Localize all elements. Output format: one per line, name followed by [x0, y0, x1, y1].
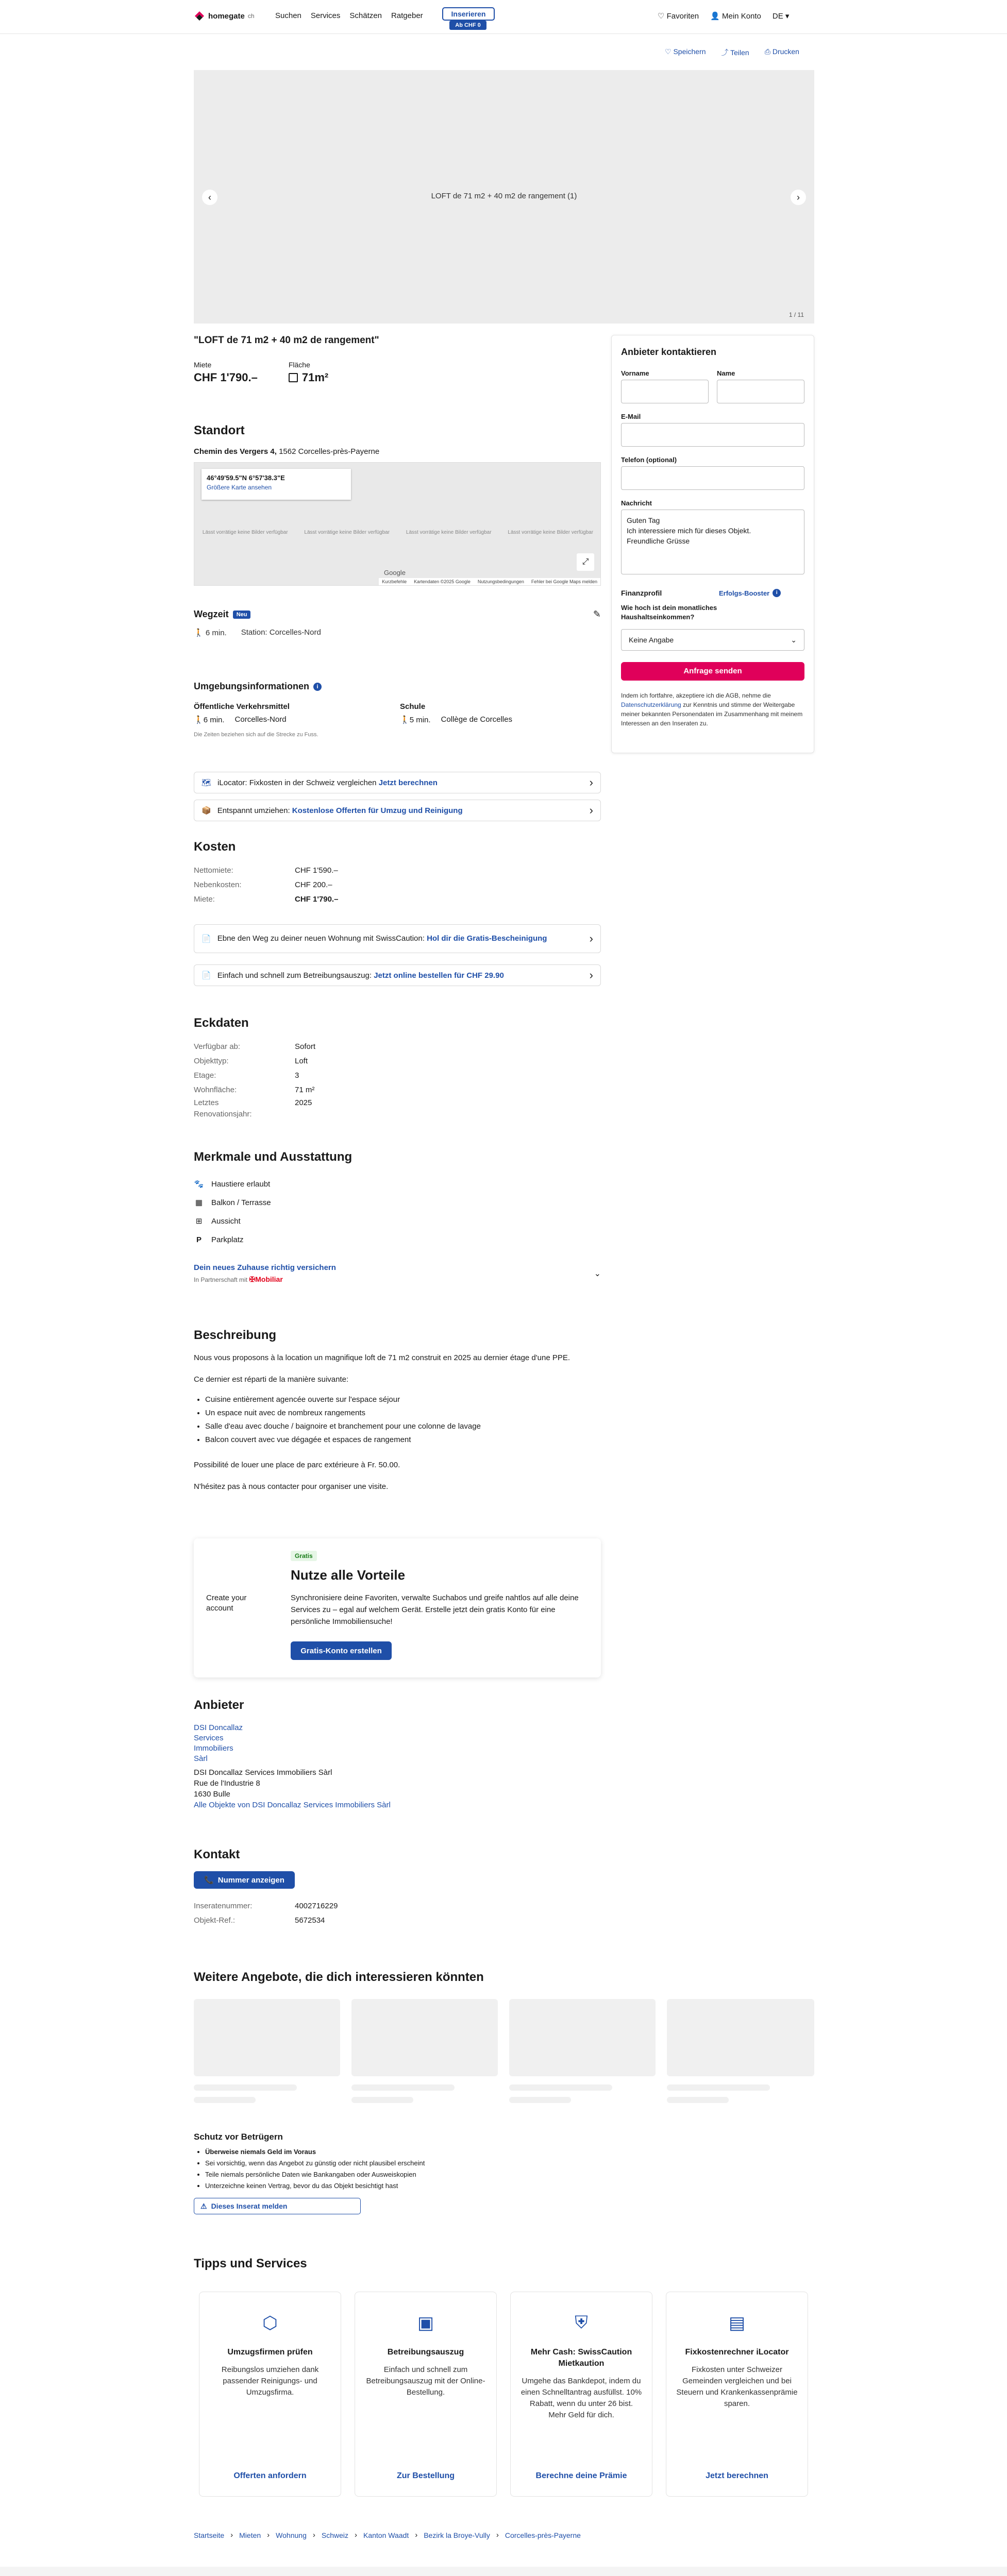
- offer-placeholder-line: [667, 2084, 770, 2091]
- tip-title: Fixkostenrechner iLocator: [685, 2348, 789, 2357]
- walking-icon: 🚶: [194, 716, 204, 724]
- fraud-list: [194, 2146, 601, 2192]
- tip-action[interactable]: Berechne deine Prämie: [535, 2471, 627, 2480]
- save-button[interactable]: [665, 47, 706, 58]
- breadcrumb-item[interactable]: Startseite: [194, 2531, 225, 2539]
- offer-placeholder-line: [509, 2084, 612, 2091]
- shield-icon: ⛨: [575, 2313, 588, 2332]
- costs-heading: Kosten: [194, 840, 236, 854]
- submit-inquiry-button[interactable]: Anfrage senden: [621, 662, 804, 681]
- fact-value: 2025: [295, 1098, 312, 1107]
- map-footer: [379, 578, 600, 585]
- chevron-right-icon: ›: [589, 776, 593, 789]
- ilocator-link[interactable]: Jetzt berechnen: [378, 778, 438, 787]
- chevron-down-icon: ⌄: [791, 635, 797, 644]
- contact-value: 5672534: [295, 1916, 325, 1925]
- school-place: Collège de Corcelles: [441, 715, 512, 724]
- description-bullet: • Cuisine entièrement agencée ouverte sur l'espace séjour: [205, 1393, 601, 1406]
- description-bullet: • Salle d'eau avec douche / baignoire et branchement pour une colonne de lavage: [205, 1420, 601, 1433]
- debt-extract-link[interactable]: Jetzt online bestellen für CHF 29.90: [374, 971, 504, 980]
- gallery-caption: LOFT de 71 m2 + 40 m2 de rangement (1): [431, 192, 577, 200]
- tip-action[interactable]: Jetzt berechnen: [706, 2471, 768, 2480]
- area-label: Fläche: [288, 361, 310, 369]
- cost-key: Nettomiete:: [194, 866, 233, 875]
- tip-text: Einfach und schnell zum Betreibungsauszug mit der Online-Bestellung.: [366, 2365, 485, 2397]
- description-heading: Beschreibung: [194, 1328, 277, 1342]
- printer-icon: ⎙: [764, 47, 773, 56]
- facts-heading: Eckdaten: [194, 1016, 249, 1030]
- contact-row: [194, 1913, 601, 1928]
- map-fullscreen-button[interactable]: ⤢: [577, 553, 594, 571]
- tip-text: Reibungslos umziehen dank passender Reinigungs- und Umzugsfirma.: [221, 2365, 319, 2397]
- mobiliar-name: Mobiliar: [255, 1275, 283, 1283]
- features-heading: Merkmale und Ausstattung: [194, 1150, 353, 1164]
- tip-title: Betreibungsauszug: [387, 2348, 464, 2357]
- favorites-link[interactable]: [658, 11, 699, 21]
- breadcrumb-item[interactable]: Corcelles-près-Payerne: [505, 2531, 581, 2539]
- swisscaution-promo[interactable]: [194, 924, 601, 953]
- inserieren-badge: Ab CHF 0: [449, 21, 486, 30]
- nav-services[interactable]: Services: [310, 11, 341, 20]
- insurance-title: Dein neues Zuhause richtig versichern: [194, 1263, 336, 1272]
- transport-title: Öffentliche Verkehrsmittel: [194, 702, 290, 711]
- description-bullet: • Un espace nuit avec de nombreux rangements: [205, 1406, 601, 1420]
- transport-time-value: 6 min.: [203, 716, 225, 724]
- cost-row-total: [194, 892, 601, 907]
- fact-key: Wohnfläche:: [194, 1086, 237, 1094]
- chevron-right-icon: ›: [589, 804, 593, 817]
- warning-icon: ⚠: [200, 2201, 207, 2210]
- first-name-field[interactable]: [621, 380, 709, 403]
- map-icon: 🗺: [202, 778, 212, 787]
- tip-action[interactable]: Zur Bestellung: [396, 2471, 455, 2480]
- logo-suffix: ch: [247, 12, 255, 20]
- tips-heading: Tipps und Services: [194, 2257, 307, 2270]
- listing-title: "LOFT de 71 m2 + 40 m2 de rangement": [194, 335, 379, 346]
- surroundings-note: Die Zeiten beziehen sich auf die Strecke zu Fuss.: [194, 732, 318, 738]
- breadcrumb-item[interactable]: Kanton Waadt: [363, 2531, 409, 2539]
- provider-all-listings-link[interactable]: Alle Objekte von DSI Doncallaz Services Immobiliers Sàrl: [194, 1801, 391, 1809]
- contact-heading: Kontakt: [194, 1848, 240, 1861]
- share-button[interactable]: [721, 47, 749, 58]
- inserieren-button[interactable]: Inserieren: [442, 7, 495, 21]
- cost-key: Miete:: [194, 895, 215, 904]
- contact-form: [611, 335, 814, 753]
- address-street: Chemin des Vergers 4,: [194, 447, 277, 456]
- fact-row: [194, 1083, 601, 1097]
- chevron-right-icon: ›: [267, 2531, 270, 2539]
- map-larger-link[interactable]: Größere Karte ansehen: [207, 484, 272, 491]
- tip-text: Umgehe das Bankdepot, indem du einen Schnelltantrag ausfüllst. 10% Rabatt, wenn du unter 26 bist. Mehr Geld für dich.: [521, 2377, 642, 2419]
- mobiliar-symbol-icon: ✠: [249, 1275, 256, 1283]
- insurance-accordion[interactable]: [194, 1263, 601, 1284]
- provider-city: 1630 Bulle: [194, 1790, 230, 1799]
- cost-key: Nebenkosten:: [194, 880, 242, 889]
- logo[interactable]: [194, 10, 255, 22]
- gallery-prev-button[interactable]: ‹: [202, 190, 217, 205]
- fraud-bullet: • Sei vorsichtig, wenn das Angebot zu günstig oder nicht plausibel erscheint: [205, 2158, 601, 2169]
- tip-card-ilocator[interactable]: [666, 2292, 808, 2497]
- legal-notice: [621, 691, 804, 728]
- last-name-label: Name: [717, 369, 735, 377]
- provider-heading: Anbieter: [194, 1698, 244, 1712]
- description-paragraph: Nous vous proposons à la location un magnifique loft de 71 m2 construit en 2025 au dernier étage d'une PPE.: [194, 1353, 570, 1362]
- favorites-label: Favoriten: [666, 12, 699, 21]
- report-listing-label: Dieses Inserat melden: [211, 2202, 288, 2210]
- map-report[interactable]: Fehler bei Google Maps melden: [531, 579, 597, 584]
- fact-key: Objekttyp:: [194, 1057, 229, 1065]
- cost-value: CHF 200.–: [295, 880, 332, 889]
- ilocator-text: iLocator: Fixkosten in der Schweiz vergleichen: [217, 778, 377, 787]
- window-icon: ⊞: [195, 1217, 203, 1226]
- contact-form-heading: Anbieter kontaktieren: [621, 347, 717, 357]
- provider-logo-line: Immobiliers: [194, 1744, 233, 1753]
- route-station: Station: Corcelles-Nord: [241, 628, 321, 637]
- map-shortcuts[interactable]: Kurzbefehle: [382, 579, 407, 584]
- logo-text: homegate: [208, 11, 245, 21]
- offer-placeholder: [351, 1999, 498, 2076]
- more-offers-heading: Weitere Angebote, die dich interessieren könnten: [194, 1970, 484, 1984]
- chevron-right-icon: ›: [496, 2531, 499, 2539]
- chevron-right-icon: ›: [230, 2531, 233, 2539]
- provider-street: Rue de l'Industrie 8: [194, 1779, 260, 1788]
- chevron-right-icon: ›: [355, 2531, 357, 2539]
- debt-extract-text: Einfach und schnell zum Betreibungsauszug:: [217, 971, 372, 980]
- nav-suchen[interactable]: Suchen: [275, 11, 301, 20]
- legal-text: zur Kenntnis und stimme der Weitergabe meiner bekannten Personendaten im Zusammenhang mit meinem Interessen an den Inseraten zu.: [621, 701, 803, 727]
- map-data: Kartendaten ©2025 Google: [414, 579, 471, 584]
- tip-action[interactable]: Offerten anfordern: [233, 2471, 307, 2480]
- provider-name: DSI Doncallaz Services Immobiliers Sàrl: [194, 1768, 332, 1777]
- fact-value: 3: [295, 1071, 299, 1080]
- parking-icon: P: [196, 1235, 202, 1244]
- message-label: Nachricht: [621, 499, 652, 507]
- description-paragraph: N'hésitez pas à nous contacter pour organiser une visite.: [194, 1482, 389, 1491]
- homegate-logo-icon: [194, 10, 205, 22]
- chevron-right-icon: ›: [589, 969, 593, 981]
- mobiliar-logo: [249, 1275, 282, 1283]
- breadcrumb-item[interactable]: Wohnung: [276, 2531, 307, 2539]
- map-info-box: [202, 469, 351, 500]
- description-paragraph: Ce dernier est réparti de la manière suivante:: [194, 1375, 349, 1384]
- offer-placeholder-line: [194, 2084, 297, 2091]
- first-name-label: Vorname: [621, 369, 649, 377]
- site-footer: [0, 2567, 1007, 2576]
- share-icon: ⤴: [721, 48, 731, 57]
- account-link[interactable]: [710, 11, 761, 21]
- gallery-counter: 1 / 11: [788, 311, 804, 318]
- feature-label: Aussicht: [211, 1216, 241, 1226]
- fraud-bullet: • Unterzeichne keinen Vertrag, bevor du das Objekt besichtigt hast: [205, 2180, 601, 2192]
- route-heading: Wegzeit: [194, 609, 229, 619]
- description-paragraph: Possibilité de louer une place de parc extérieure à Fr. 50.00.: [194, 1461, 400, 1469]
- income-question: Wie hoch ist dein monatliches Haushaltseinkommen?: [621, 604, 717, 621]
- cost-row: [194, 863, 601, 878]
- fact-row: [194, 1097, 601, 1120]
- location-map[interactable]: [194, 462, 601, 586]
- feature-item: [194, 1212, 601, 1230]
- swisscaution-text: Ebne den Weg zu deiner neuen Wohnung mit SwissCaution:: [217, 934, 427, 943]
- map-tile-text: Lässt vorrätige keine Bilder verfügbar: [202, 530, 288, 535]
- walking-time: [194, 628, 227, 637]
- tip-card-extract[interactable]: [355, 2292, 497, 2497]
- school-title: Schule: [400, 702, 426, 711]
- area-icon: [289, 373, 298, 382]
- feature-item: [194, 1193, 601, 1212]
- fraud-heading: Schutz vor Betrügern: [194, 2132, 283, 2142]
- tip-title: Umzugsfirmen prüfen: [227, 2348, 313, 2357]
- swisscaution-link[interactable]: Hol dir die Gratis-Bescheinigung: [427, 934, 547, 943]
- account-card-title: Nutze alle Vorteile: [291, 1567, 406, 1583]
- feature-label: Parkplatz: [211, 1235, 244, 1244]
- description-bullet: • Balcon couvert avec vue dégagée et espaces de rangement: [205, 1433, 601, 1447]
- booster-label: Erfolgs-Booster: [719, 589, 770, 597]
- edit-icon[interactable]: ✎: [593, 609, 601, 619]
- free-badge: Gratis: [291, 1551, 317, 1561]
- address: [194, 447, 601, 456]
- privacy-link[interactable]: Datenschutzerklärung: [621, 701, 681, 708]
- walking-icon: 🚶: [400, 716, 410, 724]
- fact-row: [194, 1040, 601, 1054]
- feature-label: Balkon / Terrasse: [211, 1198, 271, 1207]
- breadcrumb-item[interactable]: Schweiz: [321, 2531, 348, 2539]
- info-icon[interactable]: i: [313, 683, 322, 691]
- last-name-field[interactable]: [717, 380, 804, 403]
- fact-key: Verfügbar ab:: [194, 1042, 241, 1051]
- breadcrumb-item[interactable]: Bezirk la Broye-Vully: [424, 2531, 490, 2539]
- walking-time-value: 6 min.: [205, 629, 227, 637]
- tip-card-moving[interactable]: [199, 2292, 341, 2497]
- school-time-value: 5 min.: [409, 716, 431, 724]
- document-icon: 📄: [202, 971, 211, 980]
- offer-placeholder-line: [509, 2097, 571, 2103]
- rent-label: Miete: [194, 361, 212, 369]
- print-label: Drucken: [772, 47, 799, 56]
- language-label: DE: [772, 12, 783, 21]
- google-logo: Google: [384, 569, 406, 577]
- balcony-icon: ▦: [195, 1198, 203, 1207]
- heart-icon: ♡: [665, 47, 674, 56]
- account-label: Mein Konto: [722, 12, 761, 21]
- cost-value: CHF 1'590.–: [295, 866, 338, 875]
- legal-text: Indem ich fortfahre, akzeptiere ich die AGB, nehme die: [621, 692, 771, 699]
- email-field[interactable]: [621, 423, 804, 447]
- box-icon: ⬡: [262, 2313, 278, 2333]
- create-account-button[interactable]: Gratis-Konto erstellen: [291, 1641, 392, 1660]
- offer-placeholder: [194, 1999, 340, 2076]
- location-heading: Standort: [194, 423, 245, 437]
- debt-extract-promo[interactable]: [194, 964, 601, 986]
- map-tile-text: Lässt vorrätige keine Bilder verfügbar: [406, 530, 492, 535]
- provider-logo-line: DSI Doncallaz: [194, 1723, 243, 1732]
- ilocator-promo[interactable]: [194, 772, 601, 793]
- address-city: 1562 Corcelles-près-Payerne: [279, 447, 380, 456]
- fact-key: Etage:: [194, 1071, 216, 1080]
- walking-icon: 🚶: [194, 629, 206, 637]
- tip-text: Fixkosten unter Schweizer Gemeinden vergleichen und bei Steuern und Krankenkassenprämie sparen.: [676, 2365, 798, 2408]
- phone-icon: 📞: [204, 1876, 214, 1885]
- nav-schaetzen[interactable]: Schätzen: [349, 11, 382, 20]
- chevron-right-icon: ›: [312, 2531, 315, 2539]
- more-offers-carousel: [194, 1999, 814, 2112]
- show-number-label: Nummer anzeigen: [217, 1875, 284, 1885]
- school-time: [400, 715, 431, 724]
- offer-placeholder: [667, 1999, 814, 2076]
- map-icon: ▤: [728, 2313, 746, 2333]
- share-label: Teilen: [730, 48, 749, 57]
- heart-icon: ♡: [658, 12, 667, 21]
- contact-value: 4002716229: [295, 1902, 338, 1910]
- fact-value: Loft: [295, 1057, 308, 1065]
- breadcrumb: [194, 2531, 581, 2539]
- moving-link[interactable]: Kostenlose Offerten für Umzug und Reinigung: [292, 806, 463, 815]
- surroundings-heading: Umgebungsinformationen: [194, 681, 309, 691]
- finance-profile-label: Finanzprofil: [621, 589, 662, 597]
- map-terms[interactable]: Nutzungsbedingungen: [477, 579, 524, 584]
- transport-time: [194, 715, 225, 724]
- nav-ratgeber[interactable]: Ratgeber: [391, 11, 423, 20]
- provider-logo-line: Services: [194, 1734, 224, 1742]
- fact-row: [194, 1054, 601, 1069]
- fact-value: Sofort: [295, 1042, 316, 1051]
- offer-placeholder-line: [194, 2097, 256, 2103]
- chevron-down-icon: ⌄: [594, 1269, 601, 1278]
- account-card: [194, 1538, 601, 1677]
- map-tiles-notice: [194, 530, 601, 535]
- area-value: 71m²: [301, 371, 329, 384]
- breadcrumb-item[interactable]: Mieten: [239, 2531, 261, 2539]
- feature-item: [194, 1175, 601, 1193]
- feature-label: Haustiere erlaubt: [211, 1179, 271, 1189]
- offer-placeholder: [509, 1999, 656, 2076]
- fraud-bullet: • Überweise niemals Geld im Voraus: [205, 2146, 601, 2158]
- gallery-next-button[interactable]: ›: [791, 190, 806, 205]
- description-list: [194, 1393, 601, 1447]
- fact-key: Letztes Renovationsjahr:: [194, 1098, 252, 1118]
- map-coordinates: 46°49'59.5"N 6°57'38.3"E: [207, 474, 285, 482]
- print-button[interactable]: [765, 47, 799, 58]
- main-nav: [275, 11, 423, 20]
- rent-value: CHF 1'790.–: [194, 371, 258, 384]
- chevron-right-icon: ›: [589, 932, 593, 945]
- provider-logo[interactable]: [194, 1723, 601, 1764]
- site-header: [0, 0, 1007, 34]
- moving-text: Entspannt umziehen:: [217, 806, 290, 815]
- show-number-button[interactable]: [194, 1871, 295, 1889]
- chevron-right-icon: ›: [415, 2531, 418, 2539]
- income-select[interactable]: [621, 629, 804, 651]
- id-card-icon: ▣: [417, 2313, 434, 2333]
- new-badge: Neu: [233, 611, 251, 619]
- fact-row: [194, 1069, 601, 1083]
- phone-label: Telefon (optional): [621, 456, 677, 464]
- message-field[interactable]: Guten Tag Ich interessiere mich für dieses Objekt. Freundliche Grüsse: [621, 510, 804, 574]
- contact-key: Inseratenummer:: [194, 1902, 253, 1910]
- save-label: Speichern: [673, 47, 706, 56]
- language-switch[interactable]: DE ▾: [772, 12, 790, 21]
- map-tile-text: Lässt vorrätige keine Bilder verfügbar: [508, 530, 594, 535]
- user-icon: 👤: [710, 12, 723, 21]
- insurance-subtitle: In Partnerschaft mit: [194, 1276, 248, 1283]
- provider-logo-line: Sàrl: [194, 1754, 208, 1763]
- offer-placeholder-line: [351, 2097, 413, 2103]
- cost-row: [194, 878, 601, 892]
- offer-placeholder-line: [667, 2097, 729, 2103]
- paw-icon: 🐾: [194, 1180, 204, 1189]
- fact-value: 71 m²: [295, 1086, 315, 1094]
- map-tile-text: Lässt vorrätige keine Bilder verfügbar: [304, 530, 390, 535]
- email-label: E-Mail: [621, 413, 641, 420]
- transport-place: Corcelles-Nord: [234, 715, 287, 724]
- listing-actions: [665, 47, 799, 58]
- account-card-label: Create your account: [206, 1594, 247, 1613]
- contact-key: Objekt-Ref.:: [194, 1916, 236, 1925]
- offer-placeholder-line: [351, 2084, 455, 2091]
- moving-icon: 📦: [202, 806, 211, 815]
- contact-row: [194, 1899, 601, 1913]
- income-select-value: Keine Angabe: [629, 636, 674, 644]
- moving-promo[interactable]: [194, 800, 601, 821]
- image-gallery[interactable]: [194, 70, 814, 324]
- account-card-text: Synchronisiere deine Favoriten, verwalte Suchabos und greife nahtlos auf alle deine Services zu – egal auf welchem Gerät. Erstelle jetzt dein gratis Konto für eine persönliche Immobiliensuche!: [291, 1594, 579, 1626]
- tip-card-deposit[interactable]: [510, 2292, 652, 2497]
- document-icon: 📄: [202, 935, 211, 943]
- report-listing-button[interactable]: [194, 2198, 361, 2214]
- phone-field[interactable]: [621, 466, 804, 490]
- fraud-bullet: • Teile niemals persönliche Daten wie Bankangaben oder Ausweiskopien: [205, 2169, 601, 2180]
- cost-value: CHF 1'790.–: [295, 895, 339, 904]
- feature-item: [194, 1230, 601, 1249]
- info-icon[interactable]: i: [773, 589, 781, 597]
- tip-title: Mehr Cash: SwissCaution Mietkaution: [530, 2348, 632, 2368]
